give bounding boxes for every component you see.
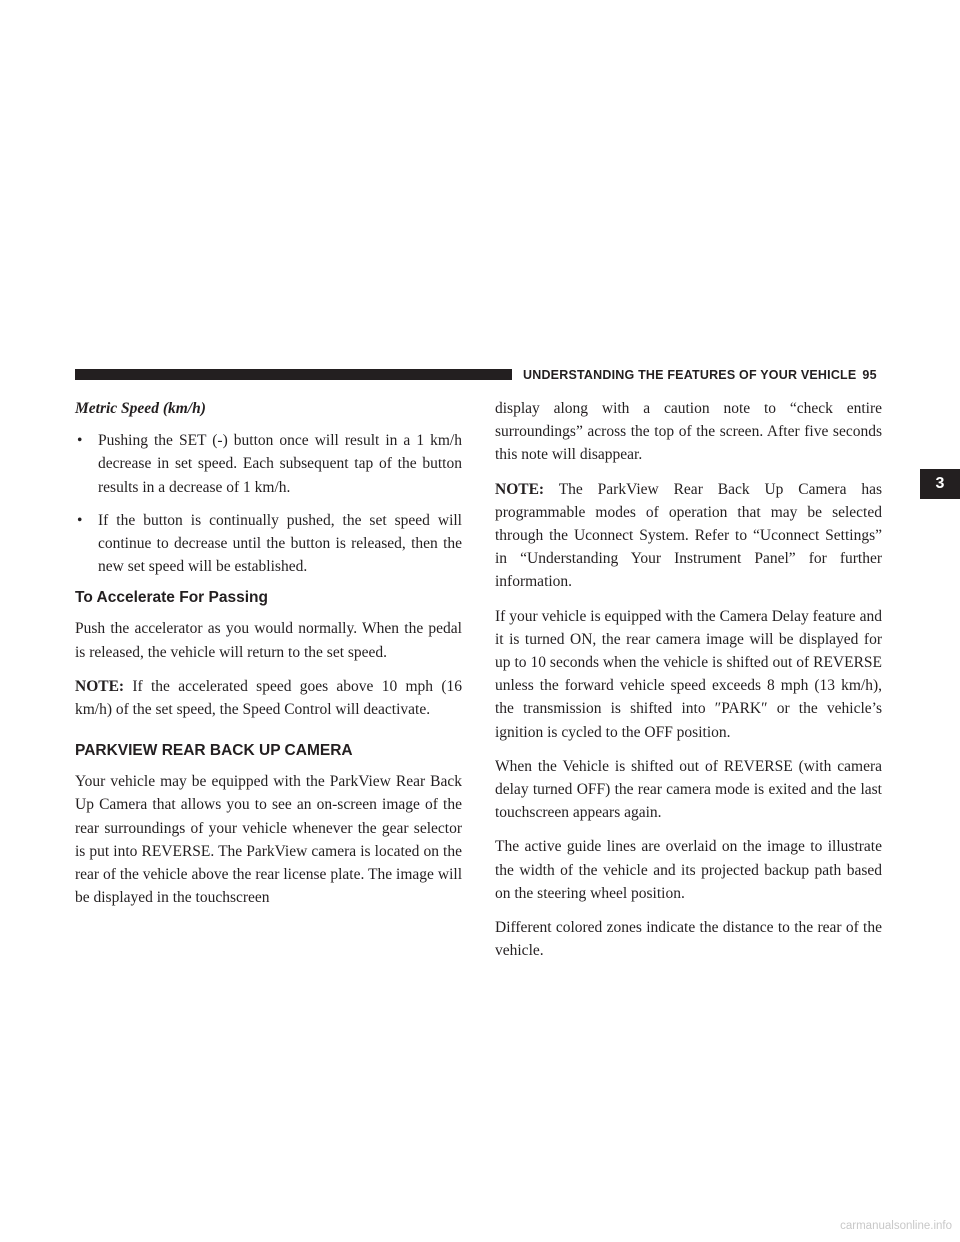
header-title: UNDERSTANDING THE FEATURES OF YOUR VEHICLE <box>523 368 857 382</box>
metric-speed-subhead: Metric Speed (km/h) <box>75 400 206 417</box>
right-column <box>495 397 882 973</box>
parkview-heading: PARKVIEW REAR BACK UP CAMERA <box>75 742 353 760</box>
colored-zones-paragraph: Different colored zones indicate the distance to the rear of the vehicle. <box>495 919 882 960</box>
guide-lines-paragraph: The active guide lines are overlaid on the image to illustrate the width of the vehicle and its projected backup path based on the steering wheel position. <box>495 838 882 902</box>
page-number: 95 <box>862 368 877 382</box>
list-item-text: If the button is continually pushed, the set speed will continue to decrease until the button is released, then the new set speed will be established. <box>98 511 462 576</box>
accelerate-paragraph: Push the accelerator as you would normally. When the pedal is released, the vehicle will return to the set speed. <box>75 620 462 661</box>
metric-speed-list <box>75 429 462 578</box>
header-rule <box>75 369 512 380</box>
list-item <box>75 509 462 579</box>
running-header <box>523 366 883 384</box>
watermark: carmanualsonline.info <box>840 1220 952 1232</box>
parkview-paragraph: Your vehicle may be equipped with the ParkView Rear Back Up Camera that allows you to see an on-screen image of the rear surroundings of your vehicle whenever the gear selector is put into REVERSE. The ParkView camera is located on the rear of the vehicle above the rear license plate. The image will be displayed in the touchscreen <box>75 773 462 907</box>
note-label: NOTE: <box>75 677 125 695</box>
speed-note <box>75 675 462 721</box>
camera-delay-paragraph: If your vehicle is equipped with the Camera Delay feature and it is turned ON, the rear camera image will be displayed for up to 10 seconds when the vehicle is shifted out of REVERSE unless the forward vehicle speed exceeds 8 mph (13 km/h), the transmission is shifted into ″PARK″ or the vehicle’s ignition is cycled to the OFF position. <box>495 607 882 741</box>
list-item-text: Pushing the SET (-) button once will result in a 1 km/h decrease in set speed. Each subsequent tap of the button results in a decrease of 1 km/h. <box>98 432 462 496</box>
left-column <box>75 397 462 920</box>
bullet-icon: • <box>77 511 83 529</box>
note-text: The ParkView Rear Back Up Camera has programmable modes of operation that may be selected through the Uconnect System. Refer to “Uconnect Settings” in “Understanding Your Instrument Panel” for further information. <box>495 480 882 591</box>
display-paragraph: display along with a caution note to “check entire surroundings” across the top of the screen. After five seconds this note will disappear. <box>495 400 882 464</box>
note-label: NOTE: <box>495 480 545 498</box>
parkview-note <box>495 478 882 594</box>
note-text: If the accelerated speed goes above 10 mph (16 km/h) of the set speed, the Speed Control will deactivate. <box>75 677 462 719</box>
chapter-tab: 3 <box>920 469 960 499</box>
list-item <box>75 429 462 499</box>
reverse-exit-paragraph: When the Vehicle is shifted out of REVERSE (with camera delay turned OFF) the rear camera mode is exited and the last touchscreen appears again. <box>495 757 882 822</box>
accelerate-heading: To Accelerate For Passing <box>75 589 268 607</box>
bullet-icon: • <box>77 432 83 450</box>
